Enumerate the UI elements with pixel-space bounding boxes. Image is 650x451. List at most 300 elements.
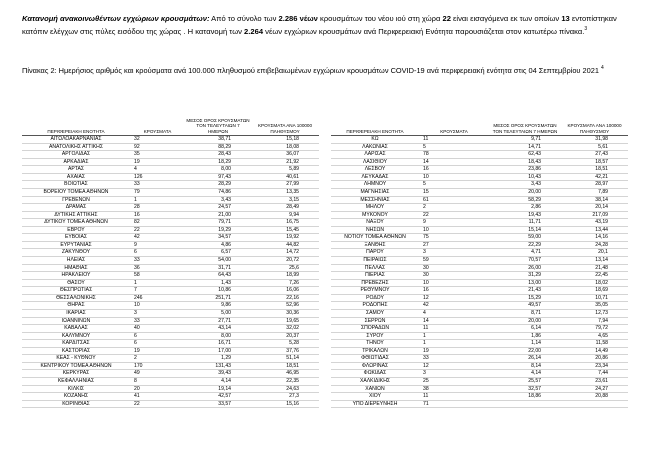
table-row: [22, 211, 628, 219]
right-avg-cell: 8,71: [489, 309, 561, 317]
table-row: [22, 332, 628, 340]
right-per100k-cell: 11,58: [561, 340, 628, 348]
right-cases-cell: 4: [419, 309, 489, 317]
right-cases-cell: 78: [419, 151, 489, 159]
column-gap: [319, 325, 331, 333]
right-per100k-cell: 35,05: [561, 302, 628, 310]
left-per100k-cell: 19,92: [251, 234, 319, 242]
table-row: [22, 257, 628, 265]
right-region-cell: ΛΑΣΙΘΙΟΥ: [331, 158, 419, 166]
left-region-cell: ΙΩΑΝΝΙΝΩΝ: [22, 317, 130, 325]
left-per100k-cell: 15,18: [251, 136, 319, 144]
right-region-cell: ΛΑΚΩΝΙΑΣ: [331, 143, 419, 151]
right-cases-cell: 14: [419, 158, 489, 166]
column-gap: [319, 249, 331, 257]
right-region-cell: ΜΗΛΟΥ: [331, 204, 419, 212]
left-region-cell: ΘΕΣΠΡΩΤΙΑΣ: [22, 287, 130, 295]
left-avg-cell: 33,57: [185, 400, 251, 408]
right-per100k-cell: 13,44: [561, 226, 628, 234]
right-avg-cell: 70,57: [489, 257, 561, 265]
left-avg-cell: 4,14: [185, 378, 251, 386]
right-region-cell: ΠΙΕΡΙΑΣ: [331, 272, 419, 280]
left-avg-cell: 27,71: [185, 317, 251, 325]
right-region-cell: ΥΠΟ ΔΙΕΡΕΥΝΗΣΗ: [331, 400, 419, 408]
table-row: [22, 325, 628, 333]
table-row: [22, 166, 628, 174]
left-cases-cell: 82: [130, 219, 185, 227]
left-region-cell: ΘΗΡΑΣ: [22, 302, 130, 310]
column-gap: [319, 385, 331, 393]
right-region-cell: ΡΟΔΟΠΗΣ: [331, 302, 419, 310]
right-region-cell: ΣΕΡΡΩΝ: [331, 317, 419, 325]
left-region-cell: ΘΕΣΣΑΛΟΝΙΚΗΣ: [22, 294, 130, 302]
table-row: [22, 158, 628, 166]
intro-footnote-mark: 3: [584, 25, 588, 32]
left-per100k-cell: 51,14: [251, 355, 319, 363]
left-cases-cell: 79: [130, 188, 185, 196]
column-gap: [319, 151, 331, 159]
table-row: [22, 370, 628, 378]
right-cases-cell: 14: [419, 317, 489, 325]
left-avg-cell: 24,57: [185, 204, 251, 212]
left-cases-cell: 49: [130, 370, 185, 378]
right-region-cell: ΛΕΣΒΟΥ: [331, 166, 419, 174]
left-per100k-cell: 3,15: [251, 196, 319, 204]
right-per100k-cell: 14,16: [561, 234, 628, 242]
left-per100k-cell: 7,26: [251, 279, 319, 287]
right-region-cell: ΜΑΓΝΗΣΙΑΣ: [331, 188, 419, 196]
left-region-cell: ΚΕΝΤΡΙΚΟΥ ΤΟΜΕΑ ΑΘΗΝΩΝ: [22, 362, 130, 370]
right-cases-cell: 25: [419, 378, 489, 386]
right-avg-cell: 25,57: [489, 378, 561, 386]
table-row: [22, 385, 628, 393]
left-cases-cell: 28: [130, 204, 185, 212]
column-gap: [319, 136, 331, 144]
table-row: [22, 355, 628, 363]
right-region-cell: ΧΑΛΚΙΔΙΚΗΣ: [331, 378, 419, 386]
right-cases-cell: 59: [419, 257, 489, 265]
right-cases-cell: 16: [419, 287, 489, 295]
left-cases-cell: 22: [130, 226, 185, 234]
right-region-cell: ΜΕΣΣΗΝΙΑΣ: [331, 196, 419, 204]
right-avg-cell: 18,86: [489, 393, 561, 401]
left-per100k-cell: 18,99: [251, 272, 319, 280]
left-per100k-cell: 18,08: [251, 143, 319, 151]
left-avg-cell: 8,00: [185, 332, 251, 340]
table-row: [22, 279, 628, 287]
column-gap: [319, 400, 331, 408]
left-cases-cell: 7: [130, 287, 185, 295]
column-gap: [319, 340, 331, 348]
table-row: [22, 294, 628, 302]
right-cases-cell: 27: [419, 241, 489, 249]
left-region-cell: ΗΡΑΚΛΕΙΟΥ: [22, 272, 130, 280]
right-per100k-cell: 31,98: [561, 136, 628, 144]
right-avg-cell: [489, 400, 561, 408]
left-cases-cell: 4: [130, 166, 185, 174]
right-cases-cell: 22: [419, 211, 489, 219]
right-cases-cell: 1: [419, 340, 489, 348]
table-row: [22, 249, 628, 257]
header-per100k-left: ΚΡΟΥΣΜΑΤΑ ΑΝΑ 100000 ΠΛΗΘΥΣΜΟΥ: [251, 117, 319, 136]
left-region-cell: ΓΡΕΒΕΝΩΝ: [22, 196, 130, 204]
column-gap: [319, 226, 331, 234]
column-gap: [319, 272, 331, 280]
caption-footnote-mark: 4: [601, 65, 604, 71]
left-cases-cell: 22: [130, 400, 185, 408]
table-row: [22, 347, 628, 355]
intro-text-2: κρουσμάτων του νέου ιού στη χώρα: [317, 14, 443, 23]
left-per100k-cell: 25,6: [251, 264, 319, 272]
right-per100k-cell: 43,19: [561, 219, 628, 227]
left-avg-cell: 5,00: [185, 309, 251, 317]
left-cases-cell: 6: [130, 340, 185, 348]
right-region-cell: ΠΡΕΒΕΖΗΣ: [331, 279, 419, 287]
right-region-cell: ΛΗΜΝΟΥ: [331, 181, 419, 189]
right-cases-cell: 33: [419, 355, 489, 363]
column-gap: [319, 188, 331, 196]
right-region-cell: ΠΕΛΛΑΣ: [331, 264, 419, 272]
right-per100k-cell: 42,21: [561, 173, 628, 181]
right-per100k-cell: 18,51: [561, 166, 628, 174]
left-per100k-cell: 14,72: [251, 249, 319, 257]
left-region-cell: ΑΡΓΟΛΙΔΑΣ: [22, 151, 130, 159]
left-cases-cell: 33: [130, 317, 185, 325]
right-avg-cell: 10,43: [489, 173, 561, 181]
right-cases-cell: 5: [419, 143, 489, 151]
left-avg-cell: 10,86: [185, 287, 251, 295]
intro-text-5: νέων εγχώριων κρουσμάτων ανά Περιφερειακή Ενότητα παρουσιάζεται στον κατωτέρω πίνακα.: [263, 26, 585, 36]
table-row: [22, 226, 628, 234]
left-cases-cell: 6: [130, 332, 185, 340]
left-region-cell: ΚΑΛΥΜΝΟΥ: [22, 332, 130, 340]
right-avg-cell: 15,29: [489, 294, 561, 302]
intro-domestic-cases: 2.264: [244, 26, 264, 36]
table-row: [22, 378, 628, 386]
right-avg-cell: 3,43: [489, 181, 561, 189]
left-cases-cell: 2: [130, 355, 185, 363]
left-region-cell: ΚΟΡΙΝΘΙΑΣ: [22, 400, 130, 408]
intro-paragraph: [22, 13, 632, 38]
left-cases-cell: 126: [130, 173, 185, 181]
column-gap: [319, 347, 331, 355]
table-row: [22, 151, 628, 159]
column-gap: [319, 309, 331, 317]
left-per100k-cell: 52,96: [251, 302, 319, 310]
left-per100k-cell: 15,16: [251, 400, 319, 408]
right-avg-cell: 49,57: [489, 302, 561, 310]
left-cases-cell: 170: [130, 362, 185, 370]
right-avg-cell: 11,71: [489, 219, 561, 227]
column-gap: [319, 158, 331, 166]
right-avg-cell: 9,71: [489, 136, 561, 144]
table-row: [22, 264, 628, 272]
header-region-right: ΠΕΡΙΦΕΡΕΙΑΚΗ ΕΝΟΤΗΤΑ: [331, 117, 419, 136]
table-row: [22, 317, 628, 325]
right-cases-cell: 42: [419, 302, 489, 310]
left-per100k-cell: 40,61: [251, 173, 319, 181]
left-per100k-cell: 27,99: [251, 181, 319, 189]
right-per100k-cell: 20,1: [561, 249, 628, 257]
column-gap: [319, 393, 331, 401]
left-region-cell: ΖΑΚΥΝΘΟΥ: [22, 249, 130, 257]
left-per100k-cell: 13,35: [251, 188, 319, 196]
left-cases-cell: 9: [130, 241, 185, 249]
right-avg-cell: 4,14: [489, 370, 561, 378]
left-per100k-cell: 32,02: [251, 325, 319, 333]
left-avg-cell: 42,57: [185, 393, 251, 401]
left-avg-cell: 43,14: [185, 325, 251, 333]
column-gap: [319, 234, 331, 242]
right-per100k-cell: 38,14: [561, 196, 628, 204]
left-per100k-cell: 36,07: [251, 151, 319, 159]
table-header-row: [22, 117, 628, 136]
left-region-cell: ΚΟΖΑΝΗΣ: [22, 393, 130, 401]
right-avg-cell: 1,86: [489, 332, 561, 340]
table-row: [22, 302, 628, 310]
right-per100k-cell: 4,65: [561, 332, 628, 340]
right-region-cell: ΠΕΙΡΑΙΩΣ: [331, 257, 419, 265]
left-avg-cell: 38,71: [185, 136, 251, 144]
right-cases-cell: 1: [419, 332, 489, 340]
right-per100k-cell: 7,89: [561, 188, 628, 196]
right-avg-cell: 14,71: [489, 143, 561, 151]
left-cases-cell: 33: [130, 181, 185, 189]
intro-text-1: Από το σύνολο των: [209, 14, 279, 23]
right-region-cell: ΤΡΙΚΑΛΩΝ: [331, 347, 419, 355]
left-avg-cell: 21,00: [185, 211, 251, 219]
left-avg-cell: 6,57: [185, 249, 251, 257]
column-gap: [319, 317, 331, 325]
right-per100k-cell: [561, 400, 628, 408]
left-avg-cell: 79,71: [185, 219, 251, 227]
left-cases-cell: 1: [130, 196, 185, 204]
table-row: [22, 181, 628, 189]
right-per100k-cell: 23,61: [561, 378, 628, 386]
table-row: [22, 340, 628, 348]
left-region-cell: ΚΑΒΑΛΑΣ: [22, 325, 130, 333]
right-per100k-cell: 28,97: [561, 181, 628, 189]
right-avg-cell: 59,00: [489, 234, 561, 242]
left-region-cell: ΔΥΤΙΚΟΥ ΤΟΜΕΑ ΑΘΗΝΩΝ: [22, 219, 130, 227]
table-row: [22, 204, 628, 212]
left-avg-cell: 9,86: [185, 302, 251, 310]
table-row: [22, 219, 628, 227]
right-avg-cell: 26,00: [489, 264, 561, 272]
right-avg-cell: 4,71: [489, 249, 561, 257]
table-row: [22, 272, 628, 280]
right-cases-cell: 5: [419, 181, 489, 189]
left-region-cell: ΒΟΙΩΤΙΑΣ: [22, 181, 130, 189]
column-gap: [319, 257, 331, 265]
right-region-cell: ΡΕΘΥΜΝΟΥ: [331, 287, 419, 295]
header-region-left: ΠΕΡΙΦΕΡΕΙΑΚΗ ΕΝΟΤΗΤΑ: [22, 117, 130, 136]
left-cases-cell: 1: [130, 279, 185, 287]
left-region-cell: ΕΥΒΟΙΑΣ: [22, 234, 130, 242]
left-per100k-cell: 16,75: [251, 219, 319, 227]
left-region-cell: ΚΑΡΔΙΤΣΑΣ: [22, 340, 130, 348]
left-region-cell: ΙΚΑΡΙΑΣ: [22, 309, 130, 317]
right-per100k-cell: 7,44: [561, 370, 628, 378]
left-cases-cell: 10: [130, 302, 185, 310]
left-per100k-cell: 44,82: [251, 241, 319, 249]
right-region-cell: ΤΗΝΟΥ: [331, 340, 419, 348]
right-per100k-cell: 18,57: [561, 158, 628, 166]
column-gap: [319, 362, 331, 370]
left-region-cell: ΘΑΣΟΥ: [22, 279, 130, 287]
right-per100k-cell: 23,34: [561, 362, 628, 370]
right-per100k-cell: 21,48: [561, 264, 628, 272]
right-region-cell: ΝΗΣΩΝ: [331, 226, 419, 234]
right-cases-cell: 2: [419, 204, 489, 212]
right-region-cell: ΛΑΡΙΣΑΣ: [331, 151, 419, 159]
left-region-cell: ΚΕΡΚΥΡΑΣ: [22, 370, 130, 378]
right-per100k-cell: 24,28: [561, 241, 628, 249]
table-row: [22, 241, 628, 249]
right-per100k-cell: 12,73: [561, 309, 628, 317]
column-gap: [319, 332, 331, 340]
right-region-cell: ΣΑΜΟΥ: [331, 309, 419, 317]
right-cases-cell: 3: [419, 370, 489, 378]
table-caption-text: Πίνακας 2: Ημερήσιος αριθμός και κρούσματα ανά 100.000 πληθυσμού επιβεβαιωμένων εγχώριων κρουσμάτων COVID-19 ανά περιφερειακή ενότητα στις 04 Σεπτεμβρίου 2021: [22, 66, 599, 75]
column-gap: [319, 143, 331, 151]
left-region-cell: ΕΒΡΟΥ: [22, 226, 130, 234]
column-gap: [319, 355, 331, 363]
left-region-cell: ΚΙΛΚΙΣ: [22, 385, 130, 393]
right-cases-cell: 9: [419, 219, 489, 227]
right-cases-cell: 61: [419, 196, 489, 204]
intro-total-cases: 2.286 νέων: [278, 14, 318, 23]
left-avg-cell: 1,29: [185, 355, 251, 363]
right-region-cell: ΦΛΩΡΙΝΑΣ: [331, 362, 419, 370]
right-avg-cell: 1,14: [489, 340, 561, 348]
right-avg-cell: 21,43: [489, 287, 561, 295]
right-avg-cell: 22,00: [489, 347, 561, 355]
right-region-cell: ΣΠΟΡΑΔΩΝ: [331, 325, 419, 333]
left-avg-cell: 131,43: [185, 362, 251, 370]
column-gap: [319, 196, 331, 204]
left-per100k-cell: 28,49: [251, 204, 319, 212]
right-avg-cell: 58,29: [489, 196, 561, 204]
left-region-cell: ΑΧΑΪΑΣ: [22, 173, 130, 181]
left-cases-cell: 8: [130, 378, 185, 386]
right-region-cell: ΦΘΙΩΤΙΔΑΣ: [331, 355, 419, 363]
right-cases-cell: 10: [419, 279, 489, 287]
left-avg-cell: 4,86: [185, 241, 251, 249]
column-gap: [319, 241, 331, 249]
header-cases-left: ΚΡΟΥΣΜΑΤΑ: [130, 117, 185, 136]
column-gap: [319, 211, 331, 219]
table-row: [22, 309, 628, 317]
right-avg-cell: 6,14: [489, 325, 561, 333]
right-per100k-cell: 24,27: [561, 385, 628, 393]
right-avg-cell: 19,43: [489, 211, 561, 219]
left-avg-cell: 8,00: [185, 166, 251, 174]
right-region-cell: ΛΕΥΚΑΔΑΣ: [331, 173, 419, 181]
right-region-cell: ΝΑΞΟΥ: [331, 219, 419, 227]
left-cases-cell: 35: [130, 151, 185, 159]
left-cases-cell: 246: [130, 294, 185, 302]
column-gap: [319, 166, 331, 174]
left-cases-cell: 20: [130, 385, 185, 393]
right-per100k-cell: 18,69: [561, 287, 628, 295]
table-row: [22, 173, 628, 181]
table-row: [22, 136, 628, 144]
right-region-cell: ΠΑΡΟΥ: [331, 249, 419, 257]
right-region-cell: ΚΩ: [331, 136, 419, 144]
column-gap: [319, 181, 331, 189]
table-row: [22, 400, 628, 408]
right-cases-cell: 11: [419, 393, 489, 401]
left-per100k-cell: 16,06: [251, 287, 319, 295]
right-cases-cell: 10: [419, 173, 489, 181]
column-gap: [319, 302, 331, 310]
right-cases-cell: 71: [419, 400, 489, 408]
right-region-cell: ΞΑΝΘΗΣ: [331, 241, 419, 249]
left-avg-cell: 1,43: [185, 279, 251, 287]
left-region-cell: ΚΕΑΣ - ΚΥΘΝΟΥ: [22, 355, 130, 363]
left-region-cell: ΑΙΤΩΛΟΑΚΑΡΝΑΝΙΑΣ: [22, 136, 130, 144]
left-per100k-cell: 18,51: [251, 362, 319, 370]
left-region-cell: ΒΟΡΕΙΟΥ ΤΟΜΕΑ ΑΘΗΝΩΝ: [22, 188, 130, 196]
right-avg-cell: 13,00: [489, 279, 561, 287]
right-cases-cell: 11: [419, 136, 489, 144]
right-per100k-cell: 5,61: [561, 143, 628, 151]
column-gap: [319, 370, 331, 378]
left-avg-cell: 17,00: [185, 347, 251, 355]
right-per100k-cell: 27,43: [561, 151, 628, 159]
right-avg-cell: 8,14: [489, 362, 561, 370]
right-cases-cell: 15: [419, 188, 489, 196]
right-avg-cell: 31,29: [489, 272, 561, 280]
column-gap: [319, 204, 331, 212]
right-cases-cell: 3: [419, 249, 489, 257]
right-avg-cell: 26,14: [489, 355, 561, 363]
intro-text-3: είναι εισαγόμενα εκ των οποίων: [450, 14, 562, 23]
right-per100k-cell: 217,09: [561, 211, 628, 219]
header-cases-right: ΚΡΟΥΣΜΑΤΑ: [419, 117, 489, 136]
right-region-cell: ΧΙΟΥ: [331, 393, 419, 401]
right-region-cell: ΧΑΝΙΩΝ: [331, 385, 419, 393]
left-per100k-cell: 46,95: [251, 370, 319, 378]
column-gap: [319, 378, 331, 386]
left-per100k-cell: 37,76: [251, 347, 319, 355]
left-region-cell: ΚΑΣΤΟΡΙΑΣ: [22, 347, 130, 355]
right-cases-cell: 19: [419, 347, 489, 355]
right-region-cell: ΦΩΚΙΔΑΣ: [331, 370, 419, 378]
left-region-cell: ΗΜΑΘΙΑΣ: [22, 264, 130, 272]
intro-border-cases: 13: [561, 14, 570, 23]
left-cases-cell: 32: [130, 136, 185, 144]
right-avg-cell: 62,43: [489, 151, 561, 159]
right-per100k-cell: 20,88: [561, 393, 628, 401]
left-cases-cell: 41: [130, 393, 185, 401]
cases-table: [22, 117, 628, 408]
left-cases-cell: 92: [130, 143, 185, 151]
left-per100k-cell: 22,16: [251, 294, 319, 302]
left-cases-cell: 3: [130, 309, 185, 317]
header-per100k-right: ΚΡΟΥΣΜΑΤΑ ΑΝΑ 100000 ΠΛΗΘΥΣΜΟΥ: [561, 117, 628, 136]
left-avg-cell: 28,43: [185, 151, 251, 159]
right-region-cell: ΝΟΤΙΟΥ ΤΟΜΕΑ ΑΘΗΝΩΝ: [331, 234, 419, 242]
table-row: [22, 287, 628, 295]
left-per100k-cell: 22,35: [251, 378, 319, 386]
right-avg-cell: 20,00: [489, 317, 561, 325]
right-avg-cell: 22,29: [489, 241, 561, 249]
right-per100k-cell: 20,14: [561, 204, 628, 212]
column-gap: [319, 173, 331, 181]
table-row: [22, 234, 628, 242]
